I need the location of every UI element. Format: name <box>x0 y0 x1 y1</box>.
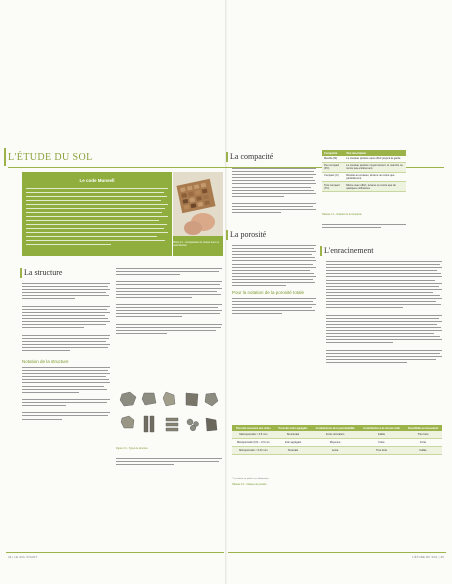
heading-bar <box>226 230 228 240</box>
table-cell: Forte <box>359 439 404 447</box>
section-title: L'ÉTUDE DU SOL <box>8 152 93 163</box>
table-row <box>232 439 442 447</box>
section-marker <box>4 148 6 166</box>
table-row <box>322 172 406 182</box>
table-cell: Microporosité < 0,01 mm <box>232 447 275 455</box>
compacite-text <box>232 168 316 215</box>
table-cell: Macroporosité > 0,5 mm <box>232 431 275 439</box>
notation-text <box>22 367 110 422</box>
footer-right: L'ÉTUDE DU SOL | 45 <box>412 555 444 559</box>
table-header: Porosité entre agrégats <box>275 425 311 431</box>
table-cell: Forte <box>404 439 442 447</box>
structure-text-left <box>22 283 110 353</box>
table-header: Contribution à la réserve utile <box>359 425 404 431</box>
table-row <box>232 431 442 439</box>
porosite-text <box>232 245 316 288</box>
heading-bar <box>20 268 22 278</box>
table-cell: Inter-agrégats <box>275 439 311 447</box>
table-header: Porosité associée aux vides <box>232 425 275 431</box>
heading-porosite: La porosité <box>230 230 267 239</box>
heading-structure: La structure <box>24 268 63 277</box>
table-cell: Même avec effort, la lame ne rentre que de quelques millimètres. <box>344 182 406 192</box>
highlight-title: Le code Munsell <box>79 178 115 183</box>
heading-enracinement: L'enracinement <box>324 246 374 255</box>
porosite-caption: Tableau 4.5 – Classes de porosité <box>232 484 267 486</box>
table-cell: Forte circulation <box>311 431 359 439</box>
compacite-followup <box>322 224 406 230</box>
table-cell: Résiste au couteau, la lame ne rentre que partiellement. <box>344 172 406 182</box>
compacite-caption: Tableau 4.4 – Notation de la compacité <box>322 214 362 216</box>
table-cell: Meuble (M) <box>322 156 344 162</box>
heading-bar <box>226 152 228 162</box>
heading-compacite: La compacité <box>230 152 274 161</box>
structure-text-right <box>116 268 222 336</box>
enracinement-text <box>326 261 442 365</box>
table-cell: Très forte <box>404 431 442 439</box>
table-cell: Le couteau pénètre moyennement, le manche ne rentre pas entièrement. <box>344 162 406 172</box>
subheading-notation: Notation de la structure <box>22 359 69 364</box>
porosite-table <box>232 425 442 455</box>
highlight-text <box>26 188 168 248</box>
table-cell: Texturale <box>275 447 311 455</box>
table-header: Sensibilité au tassement <box>404 425 442 431</box>
footer-rule-right <box>228 552 446 553</box>
subheading-porosite: Pour la notation de la porosité totale <box>232 290 305 295</box>
table-row <box>322 182 406 192</box>
table-row <box>322 162 406 172</box>
structure-figure-drawing <box>116 388 222 444</box>
table-cell: Mésoporosité 0,01 – 0,5 mm <box>232 439 275 447</box>
page-gutter <box>225 0 227 584</box>
table-row <box>232 447 442 455</box>
table-cell: Moyenne <box>311 439 359 447</box>
table-header: Combinaison de la perméabilité <box>311 425 359 431</box>
figure-caption: Figure 4.3 – Types de structure <box>116 448 148 450</box>
table-cell: Lente <box>311 447 359 455</box>
table-cell: Structurale <box>275 431 311 439</box>
porosite-notation-text <box>232 298 316 317</box>
porosite-note: * La texture se prête à ces distinctions <box>232 478 269 480</box>
footer-left: 44 | LE SOL VIVANT <box>8 555 38 559</box>
table-cell: Très compact (TC) <box>322 182 344 192</box>
table-cell: Très forte <box>359 447 404 455</box>
figure-following-text <box>116 458 222 467</box>
table-header: Compacité <box>322 150 344 156</box>
table-cell: Faible <box>404 447 442 455</box>
table-cell: Faible <box>359 431 404 439</box>
footer-rule-left <box>6 552 224 553</box>
table-cell: Peu compact (PC) <box>322 162 344 172</box>
heading-bar <box>320 246 322 256</box>
table-header: Test descripteur <box>344 150 406 156</box>
table-cell: Le couteau pénètre sans effort jusqu'à la garde. <box>344 156 406 162</box>
compacite-table <box>322 150 406 192</box>
structure-figure <box>116 388 222 444</box>
table-cell: Compact (C) <box>322 172 344 182</box>
photo-caption: Photo 4.1 – Comparaison de couleur avec un code Munsell <box>173 242 220 247</box>
